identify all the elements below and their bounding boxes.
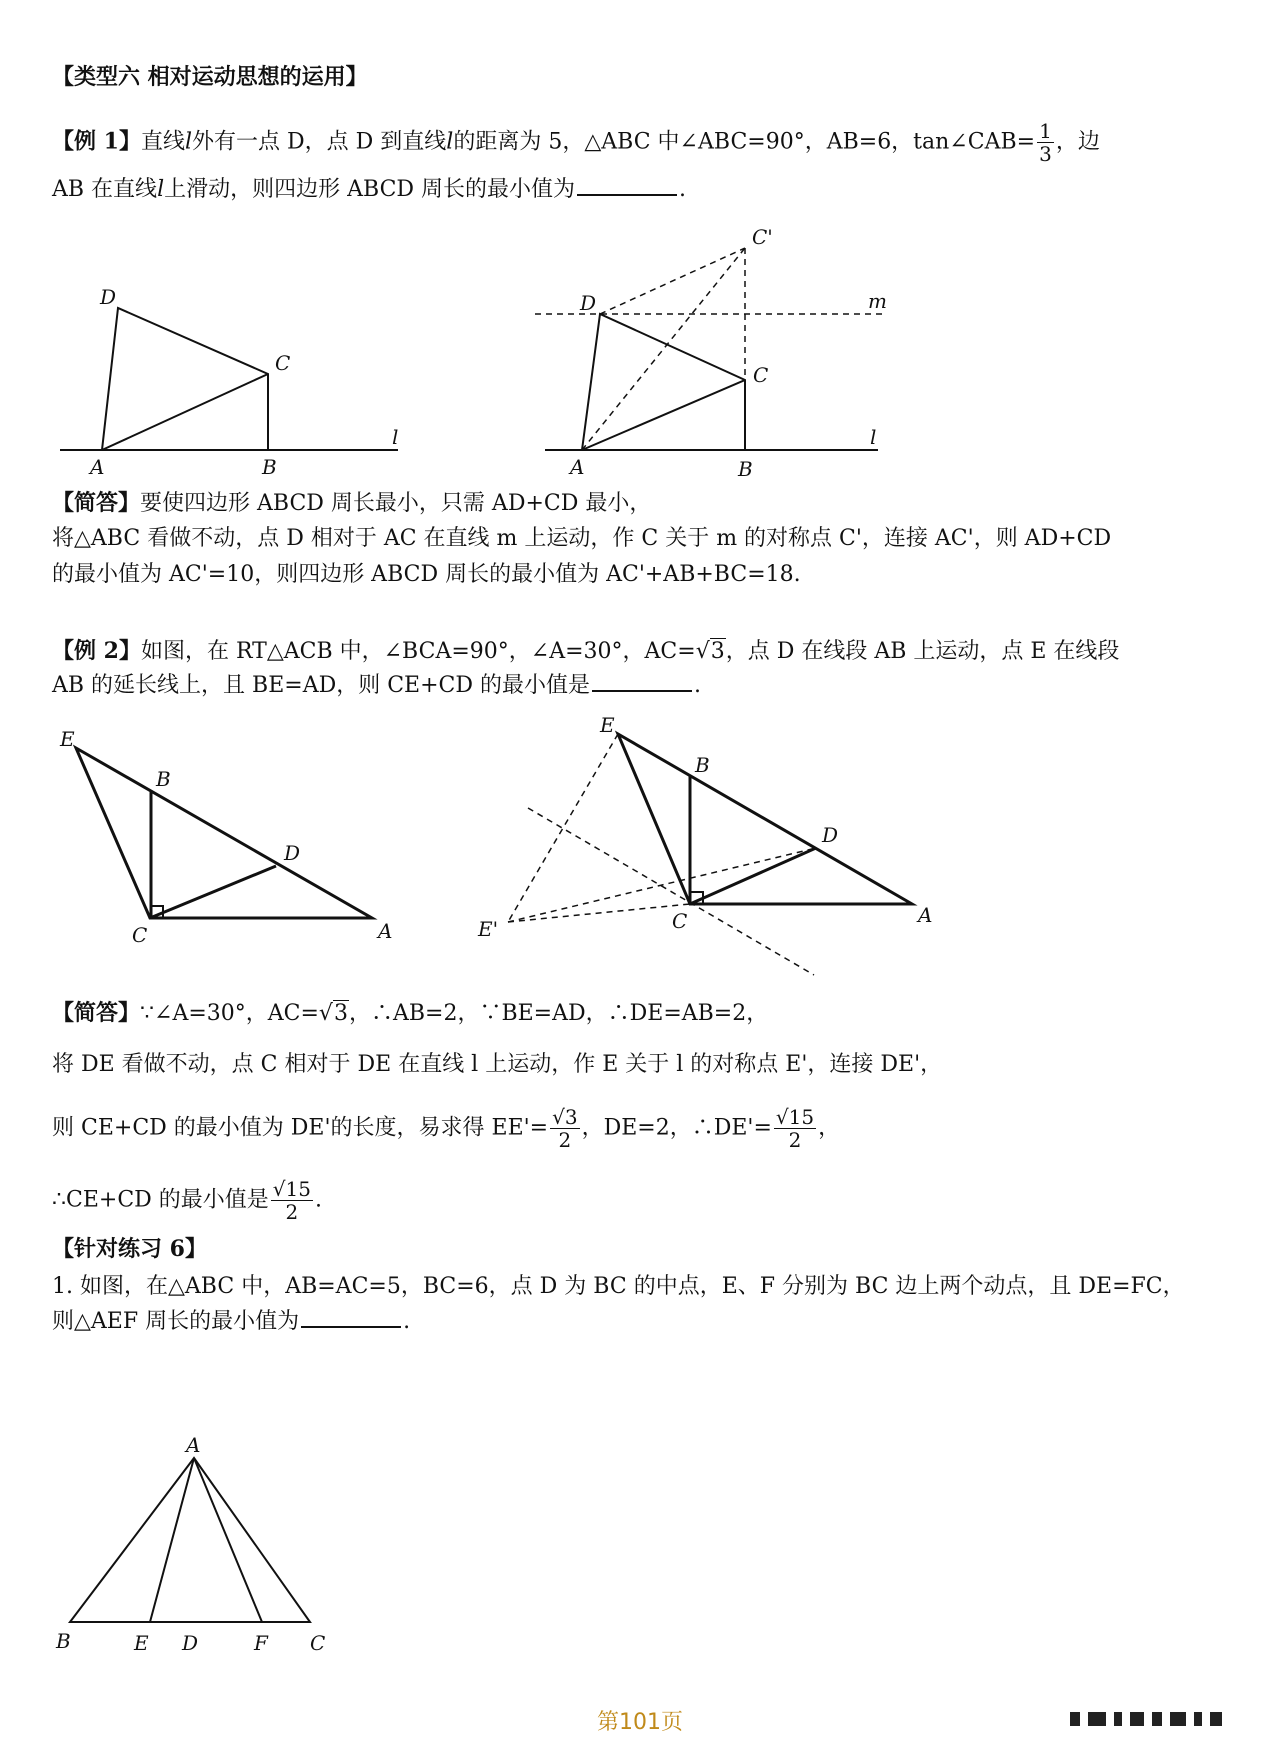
fraction-one-third: $\frac{1}{3}$ [1039,119,1052,166]
triangle-abc [70,1458,310,1622]
ex2-a1b: ，∴AB=2，∵BE=AD，∴DE=AB=2， [348,1001,769,1026]
sqrt-3: √3 [695,639,725,664]
ex2-q1b: ，点 D 在线段 AB 上运动，点 E 在线段 [725,639,1120,664]
ex1-answer-line2: 将△ABC 看做不动，点 D 相对于 AC 在直线 m 上运动，作 C 关于 m 的对称点 C'，连接 AC'，则 AD+CD [52,526,1112,551]
line-l: l [446,129,454,155]
ex2-tag: 【例 2】 [52,638,141,664]
practice-title: 【针对练习 6】 [52,1236,207,1262]
ex1-line2a: AB 在直线 [52,177,158,202]
label-E: E [60,727,75,751]
practice-p2a: 则△AEF 周长的最小值为 [52,1309,300,1334]
label-A: A [570,455,585,479]
ex1-tag: 【例 1】 [52,128,141,155]
label-E: E [134,1631,149,1655]
label-C: C [132,923,148,947]
ex2-a1a: ∵∠A=30°，AC= [140,1001,319,1026]
answer-tag: 【简答】 [52,490,141,516]
ex2-a3c: ， [818,1115,841,1141]
answer-tag: 【简答】 [52,1000,141,1026]
label-E-prime: E' [478,917,499,941]
label-B: B [262,455,277,479]
ex1-q2: 外有一点 D，点 D 到直线 [192,129,447,155]
ex2-answer-line2: 将 DE 看做不动，点 C 相对于 DE 在直线 l 上运动，作 E 关于 l 的对称点 E'，连接 DE'， [52,1052,943,1077]
scan-mark [1088,1712,1106,1726]
label-A: A [90,455,105,479]
sqrt-3: √3 [318,1001,348,1026]
line-l: l [157,177,165,202]
period: . [403,1309,411,1334]
scan-mark [1070,1712,1080,1726]
label-C-prime: C' [752,225,773,249]
practice-line1: 1. 如图，在△ABC 中，AB=AC=5，BC=6，点 D 为 BC 的中点，E、F 分别为 BC 边上两个动点，且 DE=FC， [52,1274,1185,1299]
ex1-answer-line3: 的最小值为 AC'=10，则四边形 ABCD 周长的最小值为 AC'+AB+BC=18. [52,562,801,587]
page-number: 第101页 [597,1710,683,1735]
scan-mark [1210,1712,1222,1726]
label-B: B [738,457,753,481]
segment-ae [150,1458,194,1622]
ex1-line2b: 上滑动，则四边形 ABCD 周长的最小值为 [164,177,576,202]
ex2-a4a: ∴CE+CD 的最小值是 [52,1187,269,1213]
line-l: l [184,129,193,155]
label-A: A [186,1433,201,1457]
fraction-sqrt15-over-2: $\frac{√15}{2}$ [775,1105,815,1152]
scan-mark [1194,1712,1202,1726]
ex1-q4: ，边 [1055,129,1100,155]
period: . [679,177,687,202]
label-C: C [310,1631,326,1655]
scan-mark [1130,1712,1144,1726]
scan-mark [1170,1712,1186,1726]
label-C: C [753,363,769,387]
ex2-a3b: ，DE=2，∴DE'= [581,1115,772,1141]
fraction-sqrt3-over-2: $\frac{√3}{2}$ [552,1105,578,1152]
ex1-q1: 直线 [140,129,185,155]
label-B: B [156,767,171,791]
label-B: B [56,1629,71,1653]
scan-mark [1114,1712,1122,1726]
ex2-q1a: 如图，在 RT△ACB 中，∠BCA=90°，∠A=30°，AC= [140,639,696,664]
label-C: C [275,351,291,375]
period: . [694,673,702,698]
ex1-ans1: 要使四边形 ABCD 周长最小，只需 AD+CD 最小， [140,491,652,516]
ex2-a3a: 则 CE+CD 的最小值为 DE'的长度，易求得 EE'= [52,1115,549,1141]
label-C: C [672,909,688,933]
label-l: l [392,425,399,449]
label-B: B [695,753,710,777]
label-E: E [600,713,615,737]
label-m: m [868,289,887,313]
section-title: 【类型六 相对运动思想的运用】 [52,64,368,90]
ex2-q2a: AB 的延长线上，且 BE=AD，则 CE+CD 的最小值是 [52,673,591,698]
label-D: D [182,1631,199,1655]
label-A: A [918,903,933,927]
scan-mark [1152,1712,1162,1726]
label-F: F [254,1631,268,1655]
label-D: D [284,841,301,865]
label-A: A [378,919,393,943]
label-l: l [870,425,877,449]
ex1-q3: 的距离为 5，△ABC 中∠ABC=90°，AB=6，tan∠CAB= [453,129,1036,155]
period: . [315,1187,322,1213]
fraction-sqrt15-over-2: $\frac{√15}{2}$ [272,1177,311,1224]
label-D: D [100,285,117,309]
label-D: D [580,291,597,315]
label-D: D [822,823,839,847]
